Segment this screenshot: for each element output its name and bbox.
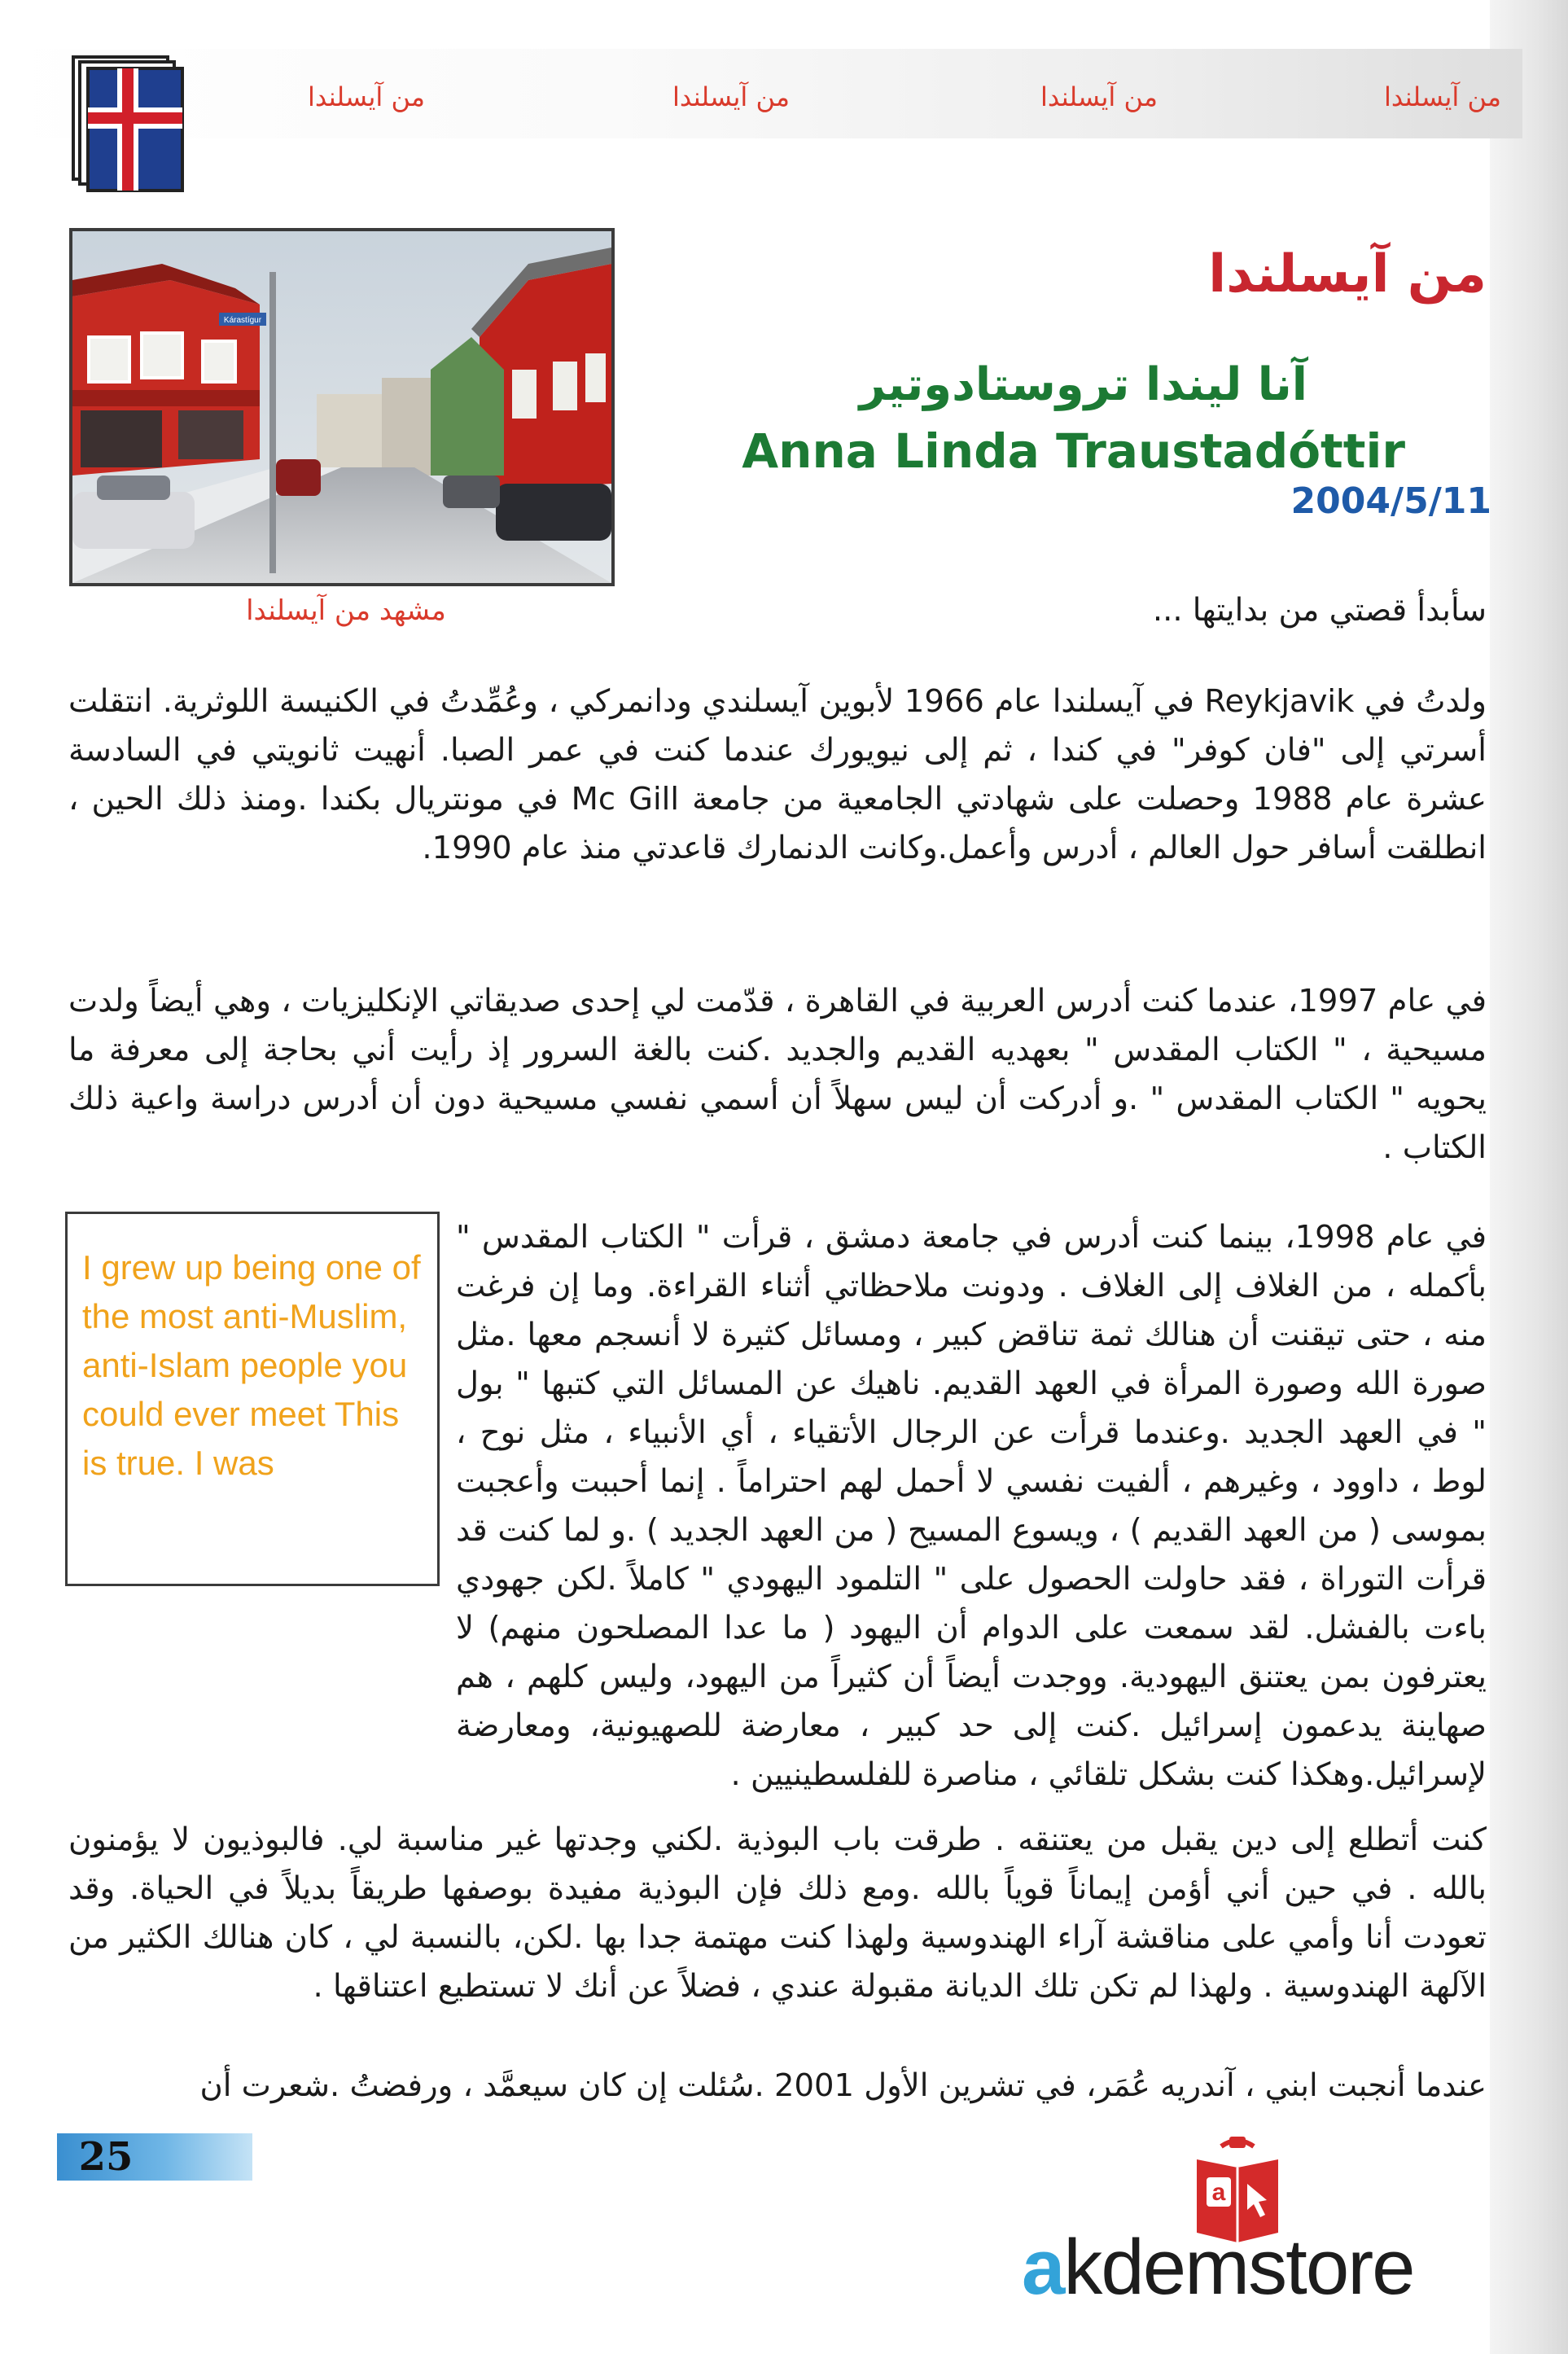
akdemstore-logo-text	[1022, 2223, 1414, 2312]
logo-word: kdemstore	[1063, 2224, 1414, 2311]
page-number: 25	[78, 2134, 134, 2180]
pull-quote-box	[65, 1212, 440, 1586]
street-scene-photo	[69, 228, 615, 586]
street-sign-text: Kárastígur	[223, 316, 262, 325]
section-title: من آيسلندا	[1208, 244, 1487, 305]
intro-line: سأبدأ قصتي من بدايتها ...	[1152, 592, 1487, 629]
running-head: من آيسلندا	[308, 81, 425, 112]
body-paragraph: في عام 1997، عندما كنت أدرس العربية في القاهرة ، قدّمت لي إحدى صديقاتي الإنكليزيات ، وهي أيضاً ولدت مسيحية ، " الكتاب المقدس " بعهديه القديم والجديد .كنت بالغة السرور إذ رأيت أني بحاجة إلى معرفة ما يحويه " الكتاب المقدس " .و أدركت أن ليس سهلاً أن أسمي نفسي مسيحية دون أن أدرس دراسة واعية ذلك الكتاب .	[68, 983, 1487, 1166]
photo-caption: مشهد من آيسلندا	[246, 594, 446, 627]
logo-letter-a: a	[1022, 2224, 1064, 2311]
logo-badge-letter: a	[1211, 2179, 1226, 2206]
running-head: من آيسلندا	[1384, 81, 1501, 112]
running-head: من آيسلندا	[672, 81, 790, 112]
body-paragraph: ولدتُ في Reykjavik في آيسلندا عام 1966 لأبوين آيسلندي ودانمركي ، وعُمِّدتُ في الكنيسة اللوثرية. انتقلت أسرتي إلى "فان كوفر" في كندا ، ثم إلى نيويورك عندما كنت في عمر الصبا. أنهيت ثانويتي في السادسة عشرة عام 1988 وحصلت على شهادتي الجامعية من جامعة Mc Gill في مونتريال بكندا .ومنذ ذلك الحين ، انطلقت أسافر حول العالم ، أدرس وأعمل.وكانت الدنمارك قاعدتي منذ عام 1990.	[68, 683, 1487, 866]
author-name-arabic: آنا ليندا تروستادوتير	[859, 358, 1307, 411]
pull-quote-text: I grew up being one of the most anti-Muslim, anti-Islam people you could ever meet This is true. I was	[82, 1248, 421, 1482]
body-paragraph: عندما أنجبت ابني ، آندريه عُمَر، في تشرين الأول 2001 .سُئلت إن كان سيعمَّد ، ورفضتُ .شعرت أن	[199, 2067, 1487, 2104]
body-paragraph-wrapped: في عام 1998، بينما كنت أدرس في جامعة دمشق ، قرأت " الكتاب المقدس " بأكمله ، من الغلاف إلى الغلاف . ودونت ملاحظاتي أثناء القراءة. وما إن فرغت منه ، حتى تيقنت أن هنالك ثمة تناقض كبير ، ومسائل كثيرة لا أنسجم معها .مثل صورة الله وصورة المرأة في العهد القديم. ناهيك عن المسائل التي كتبها " بول " في العهد الجديد .وعندما قرأت عن الرجال الأتقياء ، أي الأنبياء ، مثل نوح ، لوط ، داوود ، وغيرهم ، ألفيت نفسي لا أحمل لهم احتراماً . إنما أحببت وأعجبت بموسى ( من العهد القديم ) ، ويسوع المسيح ( من العهد الجديد ) .و لما كنت قد قرأت التوراة ، فقد حاولت الحصول على " التلمود اليهودي " كاملاً .لكن جهودي باءت بالفشل. لقد سمعت على الدوام أن اليهود ( ما عدا المصلحون منهم) لا يعترفون بمن يعتنق اليهودية. ووجدت أيضاً أن كثيراً من اليهود، وليس كلهم ، هم صهاينة يدعمون إسرائيل .كنت إلى حد كبير ، معارضة للصهيونية، ومعارضة لإسرائيل.وهكذا كنت بشكل تلقائي ، مناصرة للفلسطينيين .	[456, 1219, 1487, 1793]
page-edge-shadow	[1490, 0, 1568, 2354]
body-paragraph: كنت أتطلع إلى دين يقبل من يعتنقه . طرقت باب البوذية .لكني وجدتها غير مناسبة لي. فالبوذيون لا يؤمنون بالله . في حين أني أؤمن إيماناً قوياً بالله .ومع ذلك فإن البوذية مفيدة بوصفها طريقاً بديلاً في الحياة. وقد تعودت أنا وأمي على مناقشة آراء الهندوسية ولهذا كنت مهتمة جدا بها .لكن، بالنسبة لي ، كان هنالك الكثير من الآلهة الهندوسية . ولهذا لم تكن تلك الديانة مقبولة عندي ، فضلاً عن أنك لا تستطيع اعتناقها .	[68, 1821, 1487, 2005]
page-number-bar	[57, 2133, 252, 2181]
running-head: من آيسلندا	[1040, 81, 1158, 112]
article-date: 2004/5/11	[1290, 480, 1491, 522]
author-name-english: Anna Linda Traustadóttir	[742, 423, 1405, 479]
iceland-flag-icon	[72, 55, 186, 194]
